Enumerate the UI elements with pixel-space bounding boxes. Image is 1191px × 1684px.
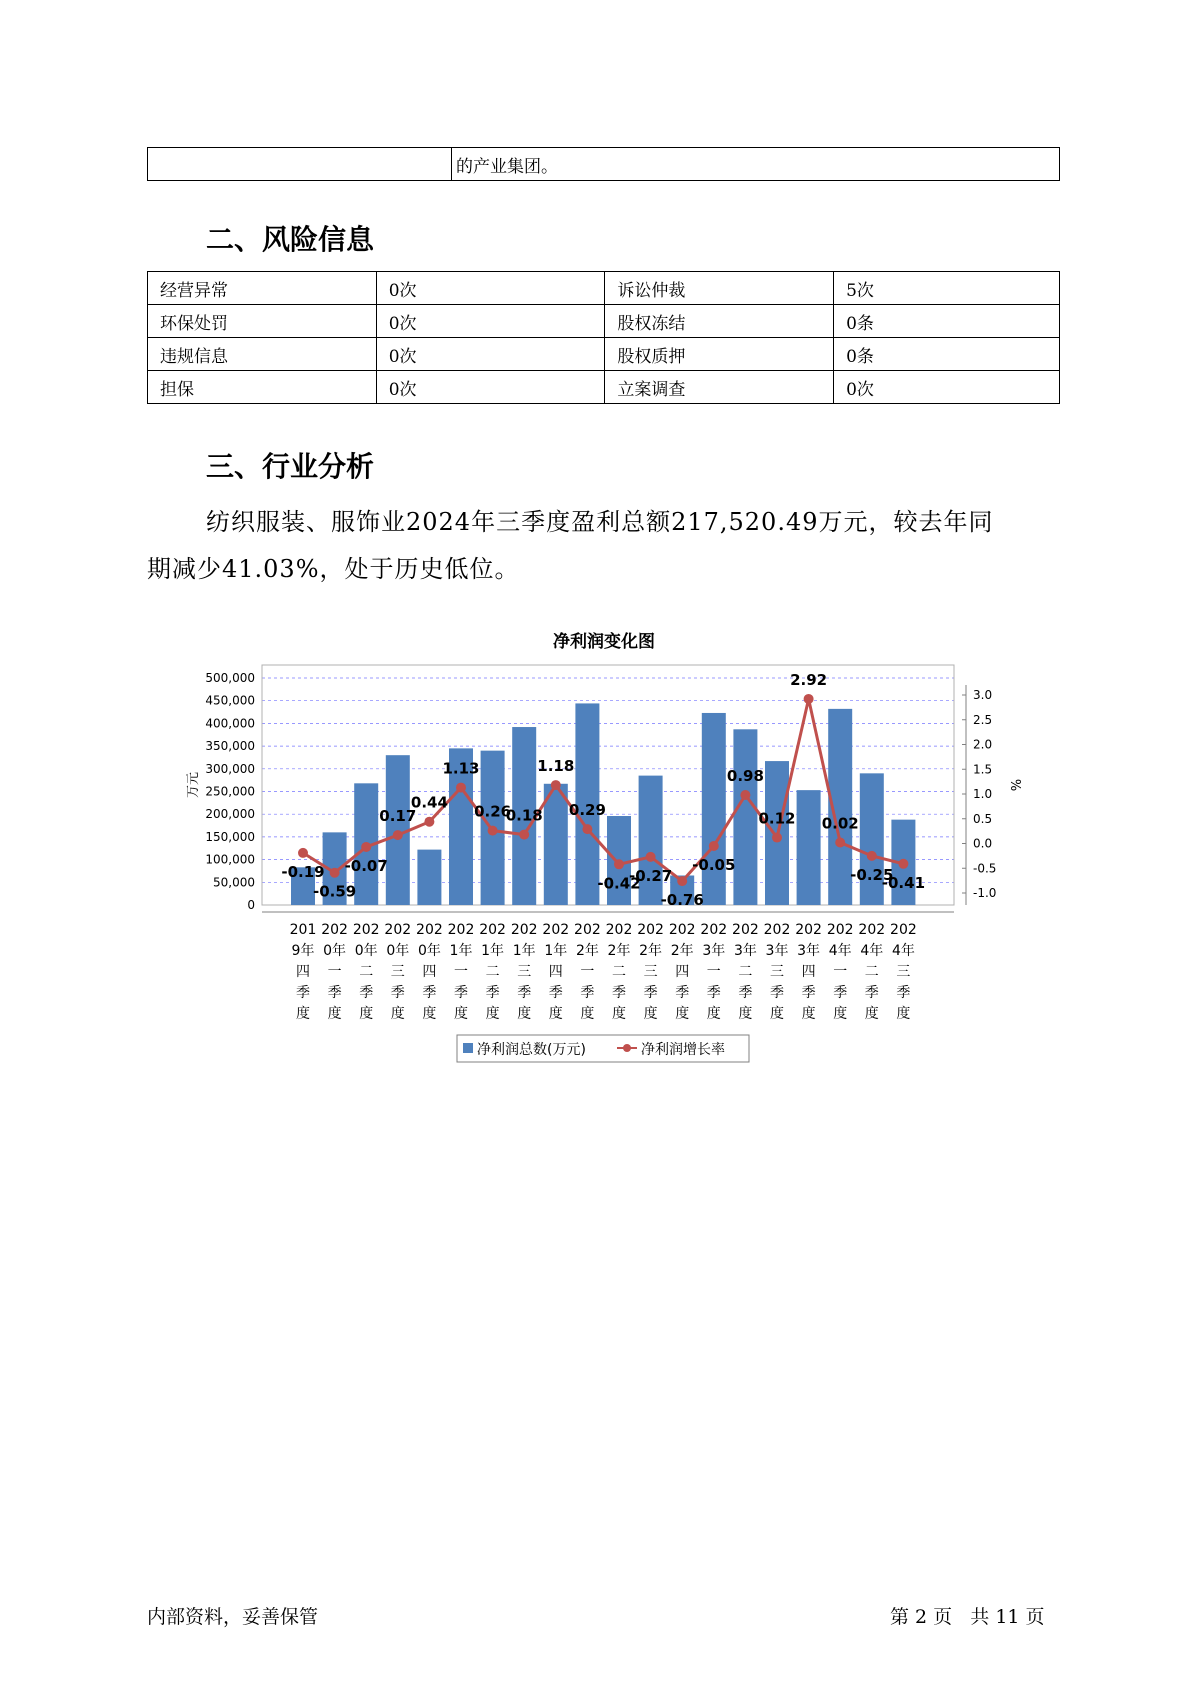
bar	[797, 790, 821, 905]
x-tick-label: 202	[763, 922, 791, 938]
x-tick-label: 季	[296, 985, 310, 1001]
growth-point	[677, 876, 687, 886]
bar	[860, 773, 884, 905]
y2-tick-label: 0.0	[973, 836, 993, 851]
growth-point	[614, 859, 624, 869]
growth-point	[519, 830, 529, 840]
x-category-labels	[262, 912, 954, 1022]
growth-data-label: -0.25	[850, 865, 894, 884]
x-tick-label: 季	[896, 985, 911, 1001]
y-tick-label: 400,000	[205, 716, 255, 731]
x-tick-label: 度	[296, 1006, 310, 1022]
x-tick-label: 季	[422, 985, 437, 1001]
y-tick-label: 500,000	[205, 671, 255, 685]
analysis-line-2: 期减少41.03%，处于历史低位。	[147, 555, 520, 583]
growth-point	[898, 859, 908, 869]
growth-data-label: 0.02	[821, 814, 859, 833]
analysis-line-1: 纺织服装、服饰业2024年三季度盈利总额217,520.49万元，较去年同	[206, 508, 994, 536]
risk-item-label: 股权冻结	[605, 305, 834, 338]
x-tick-label: 季	[643, 985, 658, 1001]
x-tick-label: 三	[770, 964, 784, 980]
x-tick-label: 202	[574, 922, 601, 938]
x-tick-label: 2年	[607, 943, 631, 959]
x-tick-label: 季	[485, 985, 500, 1001]
x-tick-label: 季	[612, 985, 626, 1001]
x-tick-label: 202	[858, 922, 886, 938]
x-tick-label: 度	[864, 1006, 879, 1022]
x-tick-label: 202	[352, 922, 380, 938]
growth-point	[298, 848, 308, 858]
risk-item-label: 环保处罚	[148, 305, 377, 338]
growth-point	[740, 790, 750, 800]
risk-item-value: 0次	[834, 371, 1060, 404]
y-axis-label: 万元	[186, 771, 201, 799]
x-tick-label: 二	[612, 964, 626, 980]
x-tick-label: 0年	[323, 943, 347, 959]
risk-item-value: 0次	[376, 371, 605, 404]
bar	[417, 850, 441, 905]
y-tick-label: 450,000	[205, 693, 255, 708]
x-tick-label: 季	[706, 985, 721, 1001]
legend-bar-swatch	[463, 1043, 473, 1053]
x-tick-label: 1年	[544, 943, 568, 959]
x-tick-label: 3年	[797, 943, 821, 959]
risk-item-label: 股权质押	[605, 338, 834, 371]
growth-point	[835, 838, 845, 848]
x-tick-label: 一	[833, 964, 848, 980]
risk-item-value: 0条	[834, 305, 1060, 338]
y-tick-label: 350,000	[205, 739, 255, 754]
growth-point	[867, 851, 877, 861]
legend-line-marker	[623, 1044, 631, 1052]
x-tick-label: 度	[833, 1006, 848, 1022]
x-tick-label: 季	[548, 985, 563, 1001]
x-tick-label: 201	[289, 922, 317, 938]
risk-item-label: 违规信息	[148, 338, 377, 371]
x-tick-label: 202	[795, 922, 822, 938]
x-tick-label: 一	[580, 964, 595, 980]
x-tick-label: 季	[801, 985, 816, 1001]
risk-item-value: 0条	[834, 338, 1060, 371]
y-tick-label: 300,000	[205, 761, 255, 776]
x-tick-label: 季	[359, 985, 374, 1001]
x-tick-label: 度	[706, 1006, 721, 1022]
x-tick-label: 度	[580, 1006, 595, 1022]
section-risk-title: 二、风险信息	[206, 223, 375, 256]
growth-point	[804, 694, 814, 704]
x-tick-label: 9年	[291, 943, 315, 959]
y-tick-label: 100,000	[205, 852, 255, 867]
x-tick-label: 二	[738, 964, 753, 980]
x-tick-label: 季	[833, 985, 848, 1001]
x-tick-label: 度	[422, 1006, 437, 1022]
growth-point	[361, 842, 371, 852]
growth-point	[582, 824, 592, 834]
growth-data-label: 0.98	[726, 766, 764, 785]
x-tick-label: 度	[643, 1006, 658, 1022]
growth-data-label: 1.13	[442, 759, 480, 778]
growth-data-label: 0.26	[474, 802, 512, 821]
y2-tick-label: 1.0	[973, 787, 993, 801]
growth-data-label: -0.19	[281, 862, 325, 881]
x-tick-label: 3年	[733, 943, 757, 959]
x-tick-label: 3年	[702, 943, 726, 959]
growth-point	[646, 852, 656, 862]
x-tick-label: 3年	[765, 943, 789, 959]
x-tick-label: 三	[517, 964, 532, 980]
growth-point	[488, 826, 498, 836]
growth-data-label: 0.12	[758, 809, 796, 828]
section-industry-title: 三、行业分析	[206, 450, 375, 483]
growth-data-label: 2.92	[790, 670, 828, 689]
x-tick-label: 度	[454, 1006, 468, 1022]
x-tick-label: 0年	[386, 943, 410, 959]
x-tick-label: 二	[485, 964, 500, 980]
growth-point	[330, 868, 340, 878]
growth-data-label: 0.17	[379, 807, 417, 826]
x-tick-label: 202	[510, 922, 538, 938]
x-tick-label: 0年	[354, 943, 378, 959]
bar	[639, 776, 663, 905]
x-tick-label: 二	[864, 964, 879, 980]
x-tick-label: 202	[447, 922, 475, 938]
growth-data-label: -0.27	[628, 866, 673, 885]
y-tick-label: 0	[247, 898, 255, 912]
y2-tick-label: 2.5	[973, 712, 993, 727]
x-tick-label: 1年	[512, 943, 536, 959]
risk-item-value: 0次	[376, 338, 605, 371]
x-tick-label: 四	[422, 964, 437, 980]
y2-tick-label: 1.5	[973, 762, 993, 777]
growth-point	[424, 817, 434, 827]
x-tick-label: 度	[896, 1006, 911, 1022]
x-tick-label: 季	[738, 985, 753, 1001]
x-tick-label: 三	[390, 964, 405, 980]
growth-data-label: -0.07	[344, 856, 388, 875]
growth-point	[772, 833, 782, 843]
x-tick-label: 202	[700, 922, 728, 938]
legend-line-label: 净利润增长率	[641, 1042, 725, 1058]
bar	[702, 713, 726, 905]
chart-legend	[457, 1035, 749, 1062]
x-tick-label: 202	[416, 922, 443, 938]
x-tick-label: 202	[826, 922, 854, 938]
x-tick-label: 度	[517, 1006, 532, 1022]
growth-point	[393, 830, 403, 840]
x-tick-label: 202	[732, 922, 759, 938]
legend-bar-label: 净利润总数(万元)	[477, 1042, 586, 1058]
growth-data-label: 1.18	[537, 757, 575, 776]
x-tick-label: 季	[580, 985, 595, 1001]
growth-point	[456, 783, 466, 793]
x-tick-label: 0年	[417, 943, 441, 959]
chart-title: 净利润变化图	[553, 632, 655, 652]
x-tick-label: 度	[390, 1006, 405, 1022]
x-tick-label: 2年	[639, 943, 663, 959]
y2-tick-label: 3.0	[973, 688, 993, 702]
x-tick-label: 季	[390, 985, 405, 1001]
x-tick-label: 度	[485, 1006, 500, 1022]
bar	[733, 729, 757, 905]
y-tick-label: 150,000	[205, 829, 255, 844]
x-tick-label: 三	[896, 964, 911, 980]
risk-item-label: 立案调查	[605, 371, 834, 404]
growth-data-label: -0.05	[692, 855, 736, 874]
x-tick-label: 202	[542, 922, 570, 938]
x-tick-label: 度	[675, 1006, 690, 1022]
growth-data-label: 0.18	[505, 806, 543, 825]
x-tick-label: 1年	[481, 943, 505, 959]
x-tick-label: 季	[675, 985, 690, 1001]
x-tick-label: 四	[296, 964, 310, 980]
growth-point	[551, 780, 561, 790]
x-tick-label: 202	[384, 922, 412, 938]
x-tick-label: 4年	[891, 943, 915, 959]
x-tick-label: 度	[770, 1006, 784, 1022]
bar	[544, 784, 568, 905]
y-tick-label: 200,000	[205, 807, 255, 822]
x-tick-label: 度	[327, 1006, 342, 1022]
x-tick-label: 2年	[575, 943, 599, 959]
growth-data-label: -0.76	[660, 891, 704, 910]
x-tick-label: 四	[548, 964, 563, 980]
x-tick-label: 一	[454, 964, 468, 980]
x-tick-label: 季	[864, 985, 879, 1001]
growth-point	[709, 841, 719, 851]
y2-tick-label: -1.0	[973, 886, 997, 900]
top-table-right-cell: 的产业集团。	[452, 148, 1060, 181]
y2-tick-label: 0.5	[973, 811, 993, 826]
x-tick-label: 度	[548, 1006, 563, 1022]
x-tick-label: 四	[801, 964, 816, 980]
growth-data-label: -0.42	[597, 874, 641, 893]
y-tick-label: 250,000	[205, 784, 255, 799]
x-tick-label: 4年	[860, 943, 884, 959]
risk-item-label: 经营异常	[148, 272, 377, 305]
risk-item-value: 0次	[376, 272, 605, 305]
y2-tick-label: -0.5	[973, 861, 997, 876]
x-tick-label: 一	[706, 964, 721, 980]
risk-item-label: 担保	[148, 371, 377, 404]
x-tick-label: 202	[890, 922, 917, 938]
x-tick-label: 季	[517, 985, 532, 1001]
x-tick-label: 季	[327, 985, 342, 1001]
x-tick-label: 二	[359, 964, 374, 980]
footer-left: 内部资料，妥善保管	[147, 1606, 319, 1628]
x-tick-label: 4年	[828, 943, 852, 959]
x-tick-label: 度	[738, 1006, 753, 1022]
x-tick-label: 202	[605, 922, 633, 938]
growth-data-label: -0.59	[312, 882, 357, 901]
x-tick-label: 度	[359, 1006, 374, 1022]
risk-item-value: 5次	[834, 272, 1060, 305]
x-tick-label: 季	[770, 985, 784, 1001]
x-tick-label: 1年	[449, 943, 473, 959]
x-tick-label: 202	[479, 922, 506, 938]
right-axis	[962, 685, 996, 905]
x-tick-label: 三	[643, 964, 658, 980]
x-tick-label: 一	[327, 964, 342, 980]
y2-axis-label: %	[1007, 778, 1022, 792]
x-tick-label: 度	[801, 1006, 816, 1022]
y-tick-label: 50,000	[213, 875, 255, 890]
x-tick-label: 季	[454, 985, 468, 1001]
x-tick-label: 202	[321, 922, 348, 938]
risk-item-value: 0次	[376, 305, 605, 338]
risk-item-label: 诉讼仲裁	[605, 272, 834, 305]
y2-tick-label: 2.0	[973, 737, 993, 752]
x-tick-label: 2年	[670, 943, 694, 959]
footer-page-number: 第 2 页 共 11 页	[890, 1606, 1045, 1628]
x-tick-label: 四	[675, 964, 690, 980]
x-tick-label: 度	[612, 1006, 626, 1022]
growth-data-label: 0.44	[410, 793, 448, 812]
growth-data-label: 0.29	[568, 801, 606, 820]
growth-data-label: -0.41	[881, 873, 926, 892]
x-tick-label: 202	[637, 922, 664, 938]
x-tick-label: 202	[668, 922, 696, 938]
left-axis	[205, 671, 255, 912]
